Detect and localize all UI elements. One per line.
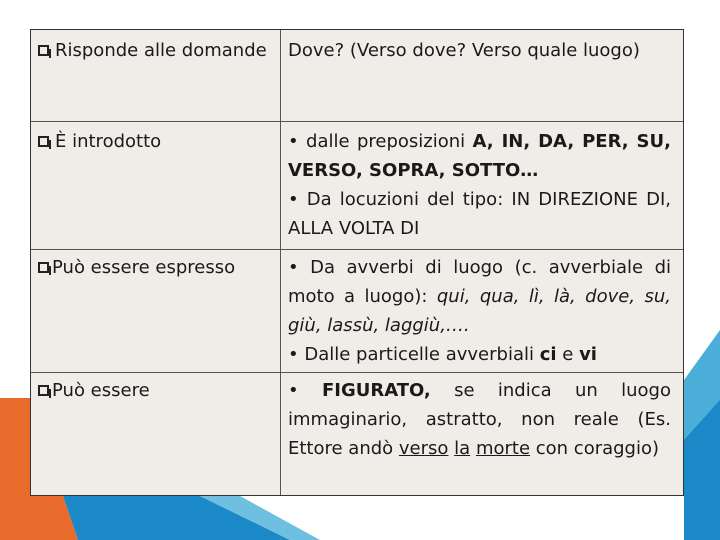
- row-3-left-text: Può essere espresso: [52, 257, 236, 278]
- row-1-right-text: Dove? (Verso dove? Verso quale luogo): [288, 40, 640, 61]
- checkbox-bullet-icon: [38, 262, 49, 273]
- row-3-right-cell: [288, 253, 671, 369]
- row-4-mid-text: se indica un luogo immaginario, astratto, non reale (Es. Ettore andò: [288, 380, 671, 459]
- row-3-p2-mid: e: [556, 344, 580, 365]
- row-4-bullet: •: [288, 380, 322, 401]
- row-1-left-cell: [38, 36, 270, 65]
- row-3-left-cell: [38, 253, 270, 282]
- particle-ci: ci: [539, 344, 557, 365]
- row-2-left-text: È introdotto: [55, 131, 162, 152]
- row-2-right-cell: [288, 127, 671, 243]
- row-3-right-p1: [288, 253, 671, 340]
- example-word-morte: morte: [475, 438, 531, 459]
- checkbox-bullet-icon: [38, 45, 49, 56]
- row-4-right-p1: [288, 376, 671, 463]
- row-2-right-p2: • Da locuzioni del tipo: IN DIREZIONE DI, ALLA VOLTA DI: [288, 189, 671, 239]
- row-2-left-cell: [38, 127, 270, 156]
- row-2-p1-text: • dalle preposizioni: [288, 131, 473, 152]
- row-divider: [31, 372, 683, 373]
- row-4-right-cell: [288, 376, 671, 463]
- checkbox-bullet-icon: [38, 385, 49, 396]
- row-3-p1-text: • Da avverbi di luogo (c. avverbiale di moto a luogo):: [288, 257, 671, 307]
- example-word-la: la: [454, 438, 471, 459]
- row-4-left-cell: [38, 376, 270, 405]
- adverbs-italic: qui, qua, lì, là, dove, su, giù, lassù, laggiù,….: [288, 286, 672, 336]
- checkbox-bullet-icon: [38, 136, 49, 147]
- row-1-left-text: Risponde alle domande: [55, 40, 267, 61]
- row-3-p2-text: • Dalle particelle avverbiali: [288, 344, 540, 365]
- row-divider: [31, 249, 683, 250]
- column-divider: [280, 30, 281, 495]
- figurato-bold: FIGURATO,: [321, 380, 431, 401]
- particle-vi: vi: [579, 344, 597, 365]
- row-divider: [31, 121, 683, 122]
- row-2-right-p1: [288, 127, 671, 185]
- row-4-end-text: con coraggio): [530, 438, 660, 459]
- prepositions-bold: A, IN, DA, PER, SU, VERSO, SOPRA, SOTTO…: [288, 131, 671, 181]
- row-3-right-p2: [288, 340, 671, 369]
- row-1-right-cell: [288, 36, 671, 65]
- row-4-left-text: Può essere: [52, 380, 150, 401]
- grammar-table: [30, 29, 684, 496]
- example-word-verso: verso: [398, 438, 449, 459]
